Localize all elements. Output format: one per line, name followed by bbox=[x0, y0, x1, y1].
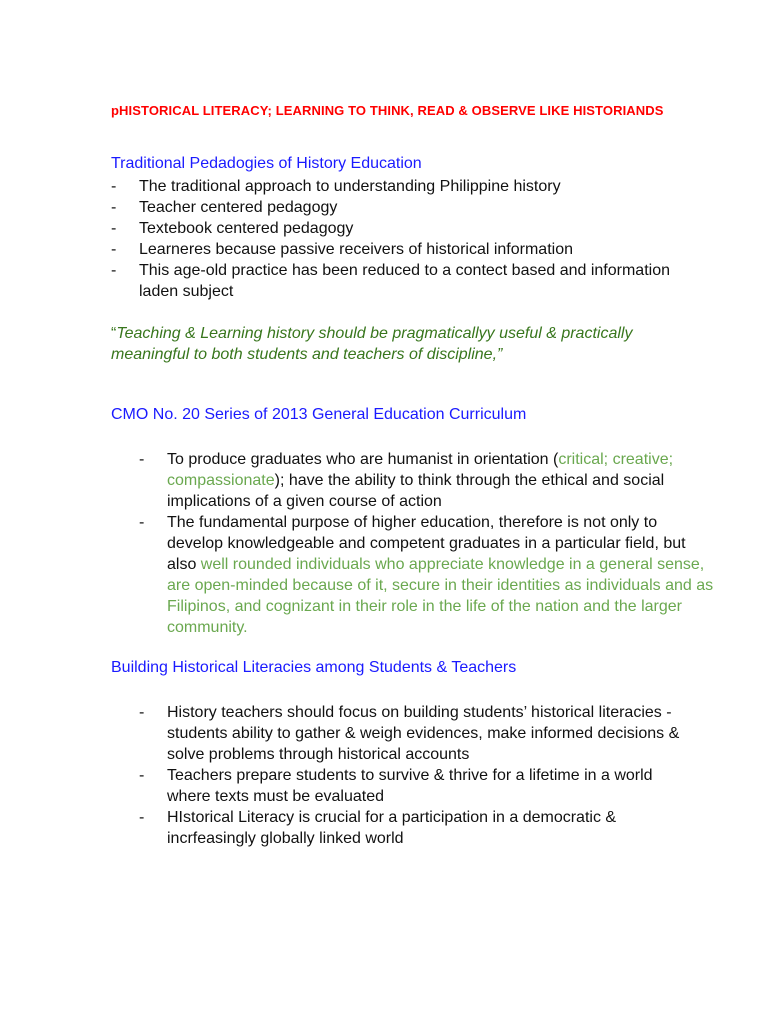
document-title: pHISTORICAL LITERACY; LEARNING TO THINK, READ & OBSERVE LIKE HISTORIANDS bbox=[111, 103, 664, 118]
cmo-list bbox=[139, 449, 714, 638]
highlight-text: critical; creative; compassionate bbox=[167, 451, 674, 489]
section-heading-building: Building Historical Literacies among Students & Teachers bbox=[111, 659, 517, 676]
list-item: - Learneres because passive receivers of historical information bbox=[111, 241, 573, 258]
list-item: - HIstorical Literacy is crucial for a participation in a democratic & incrfeasingly globally linked world bbox=[139, 809, 617, 847]
building-list bbox=[139, 702, 719, 849]
list-item: - This age-old practice has been reduced to a contect based and information laden subject bbox=[111, 262, 670, 300]
highlight-text: well rounded individuals who appreciate knowledge in a general sense, are open-minded because of it, secure in their identities as individuals and as Filipinos, and cognizant in their role in the life of the nation and the larger community. bbox=[167, 556, 714, 636]
section-heading-cmo: CMO No. 20 Series of 2013 General Education Curriculum bbox=[111, 406, 527, 423]
list-item: - Textebook centered pedagogy bbox=[111, 220, 354, 237]
list-item: - Teachers prepare students to survive & thrive for a lifetime in a world where texts must be evaluated bbox=[139, 767, 653, 805]
list-item: - To produce graduates who are humanist in orientation (critical; creative; compassionate); have the ability to think through the ethical and social implications of a given course of action bbox=[139, 451, 674, 510]
traditional-list bbox=[111, 176, 711, 302]
list-item: - Teacher centered pedagogy bbox=[111, 199, 338, 216]
quote-block: “Teaching & Learning history should be pragmaticallyy useful & practically meaningful to both students and teachers of discipline,” bbox=[111, 325, 633, 363]
list-item: - The fundamental purpose of higher education, therefore is not only to develop knowledgeable and competent graduates in a particular field, but also well rounded individuals who appreciate knowledge in a general sense, are open-minded because of it, secure in their identities as individuals and as Filipinos, and cognizant in their role in the life of the nation and the larger community. bbox=[139, 514, 714, 636]
list-item: - The traditional approach to understanding Philippine history bbox=[111, 178, 561, 195]
section-heading-traditional: Traditional Pedadogies of History Education bbox=[111, 155, 422, 172]
list-item: - History teachers should focus on building students’ historical literacies - students ability to gather & weigh evidences, make informed decisions & solve problems through historical accounts bbox=[139, 704, 680, 763]
